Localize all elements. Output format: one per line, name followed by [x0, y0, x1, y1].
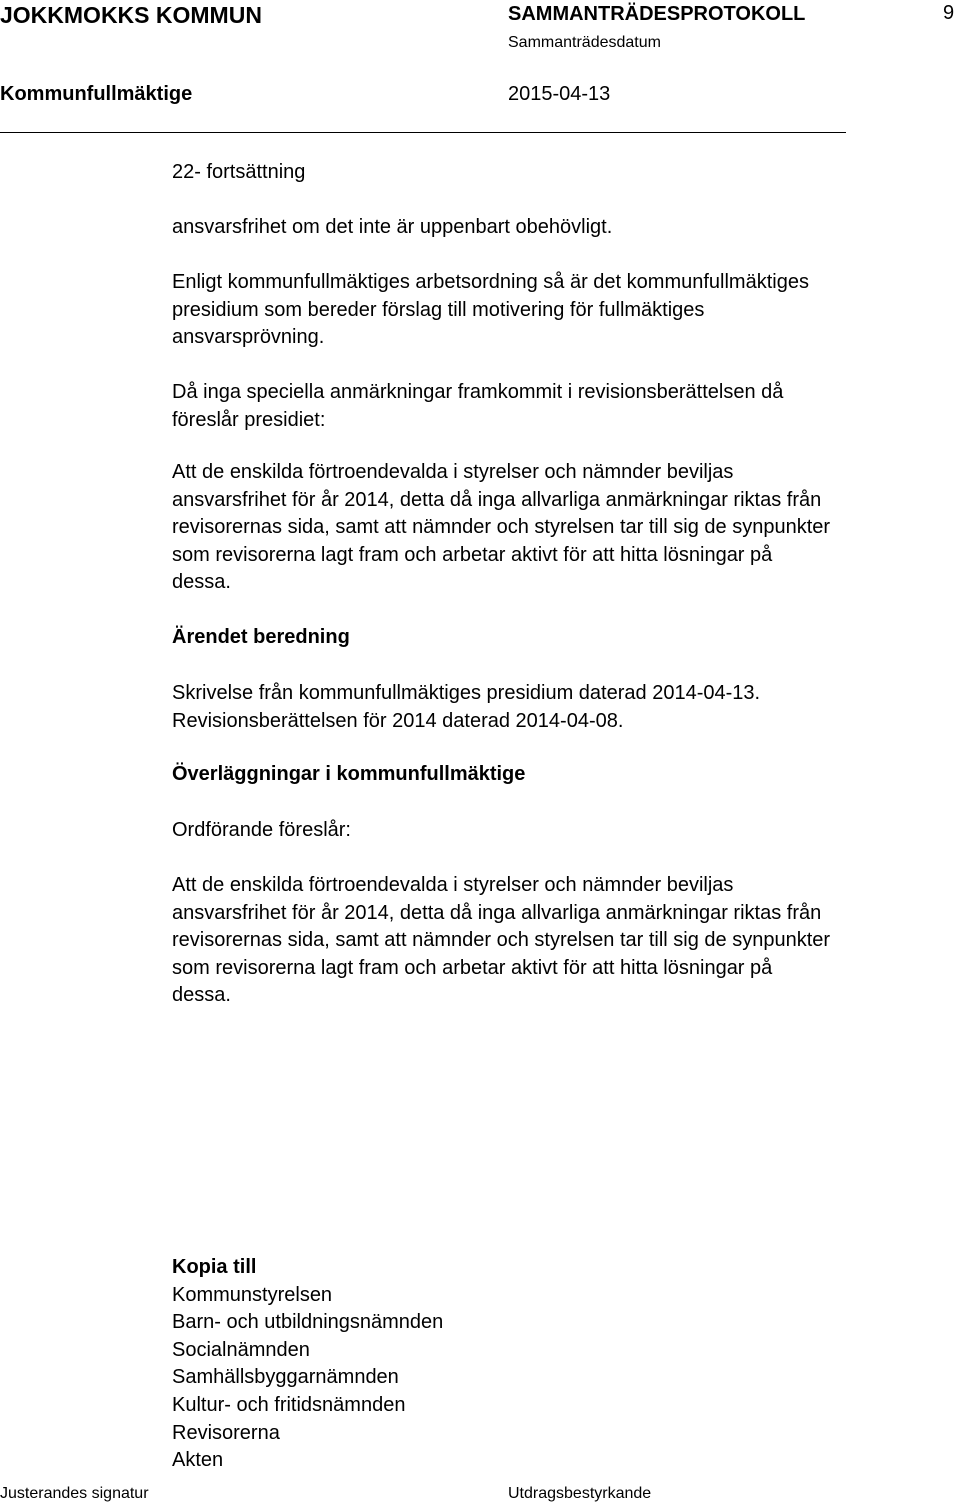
proposal-paragraph	[172, 872, 830, 1010]
chair-proposes: Ordförande föreslår:	[172, 819, 351, 841]
kopia-recipient: Kommunstyrelsen	[172, 1283, 333, 1306]
kopia-recipient: Socialnämnden	[172, 1338, 310, 1361]
kopia-heading: Kopia till	[172, 1256, 257, 1278]
beredning-line: Skrivelse från kommunfullmäktiges presidium daterad 2014-04-13.	[172, 682, 761, 704]
paragraph-line: presidium som bereder förslag till motivering för fullmäktiges	[172, 298, 705, 321]
kopia-recipient: Revisorerna	[172, 1421, 280, 1444]
paragraph-2	[172, 269, 809, 352]
paragraph-line: ansvarsfrihet om det inte är uppenbart obehövligt.	[172, 216, 613, 238]
kopia-recipient: Barn- och utbildningsnämnden	[172, 1311, 444, 1334]
paragraph-line: Enligt kommunfullmäktiges arbetsordning så är det kommunfullmäktiges	[172, 271, 809, 293]
paragraph-line: revisorernas sida, samt att nämnder och styrelsen tar till sig de synpunkter	[172, 929, 831, 952]
kopia-block	[172, 1254, 443, 1475]
body-name: Kommunfullmäktige	[0, 83, 193, 105]
page-number: 9	[943, 2, 955, 24]
paragraph-line: Att de enskilda förtroendevalda i styrelser och nämnder beviljas	[172, 874, 734, 896]
beredning-list	[172, 680, 760, 735]
paragraph-line: dessa.	[172, 984, 231, 1007]
kopia-recipient: Samhällsbyggarnämnden	[172, 1366, 399, 1389]
header-rule	[0, 132, 846, 133]
beredning-line: Revisionsberättelsen för 2014 daterad 2014-04-08.	[172, 709, 624, 732]
paragraph-line: Då inga speciella anmärkningar framkommit i revisionsberättelsen då	[172, 381, 784, 403]
overlaggningar-heading: Överläggningar i kommunfullmäktige	[172, 763, 526, 785]
kopia-recipient: Kultur- och fritidsnämnden	[172, 1393, 406, 1416]
paragraph-line: som revisorerna lagt fram och arbetar aktivt för att hitta lösningar på	[172, 543, 773, 566]
municipality-name: JOKKMOKKS KOMMUN	[0, 2, 262, 28]
paragraph-3	[172, 379, 783, 434]
protocol-title: SAMMANTRÄDESPROTOKOLL	[508, 3, 806, 25]
beredning-heading: Ärendet beredning	[172, 626, 350, 648]
paragraph-line: revisorernas sida, samt att nämnder och styrelsen tar till sig de synpunkter	[172, 516, 831, 539]
paragraph-line: ansvarsprövning.	[172, 326, 325, 349]
paragraph-line: Att de enskilda förtroendevalda i styrelser och nämnder beviljas	[172, 461, 734, 483]
kopia-recipient: Akten	[172, 1449, 224, 1472]
meeting-date-label: Sammanträdesdatum	[508, 34, 661, 51]
paragraph-line: dessa.	[172, 571, 231, 594]
paragraph-1	[172, 214, 612, 242]
footer-signature-label: Justerandes signatur	[0, 1485, 149, 1502]
paragraph-line: ansvarsfrihet för år 2014, detta då inga allvarliga anmärkningar riktas från	[172, 488, 822, 511]
paragraph-line: som revisorerna lagt fram och arbetar aktivt för att hitta lösningar på	[172, 956, 773, 979]
paragraph-line: föreslår presidiet:	[172, 408, 326, 431]
paragraph-line: ansvarsfrihet för år 2014, detta då inga allvarliga anmärkningar riktas från	[172, 901, 822, 924]
meeting-date: 2015-04-13	[508, 83, 611, 105]
section-continuation: 22- fortsättning	[172, 161, 306, 183]
footer-certification-label: Utdragsbestyrkande	[508, 1485, 652, 1502]
paragraph-4	[172, 459, 830, 597]
